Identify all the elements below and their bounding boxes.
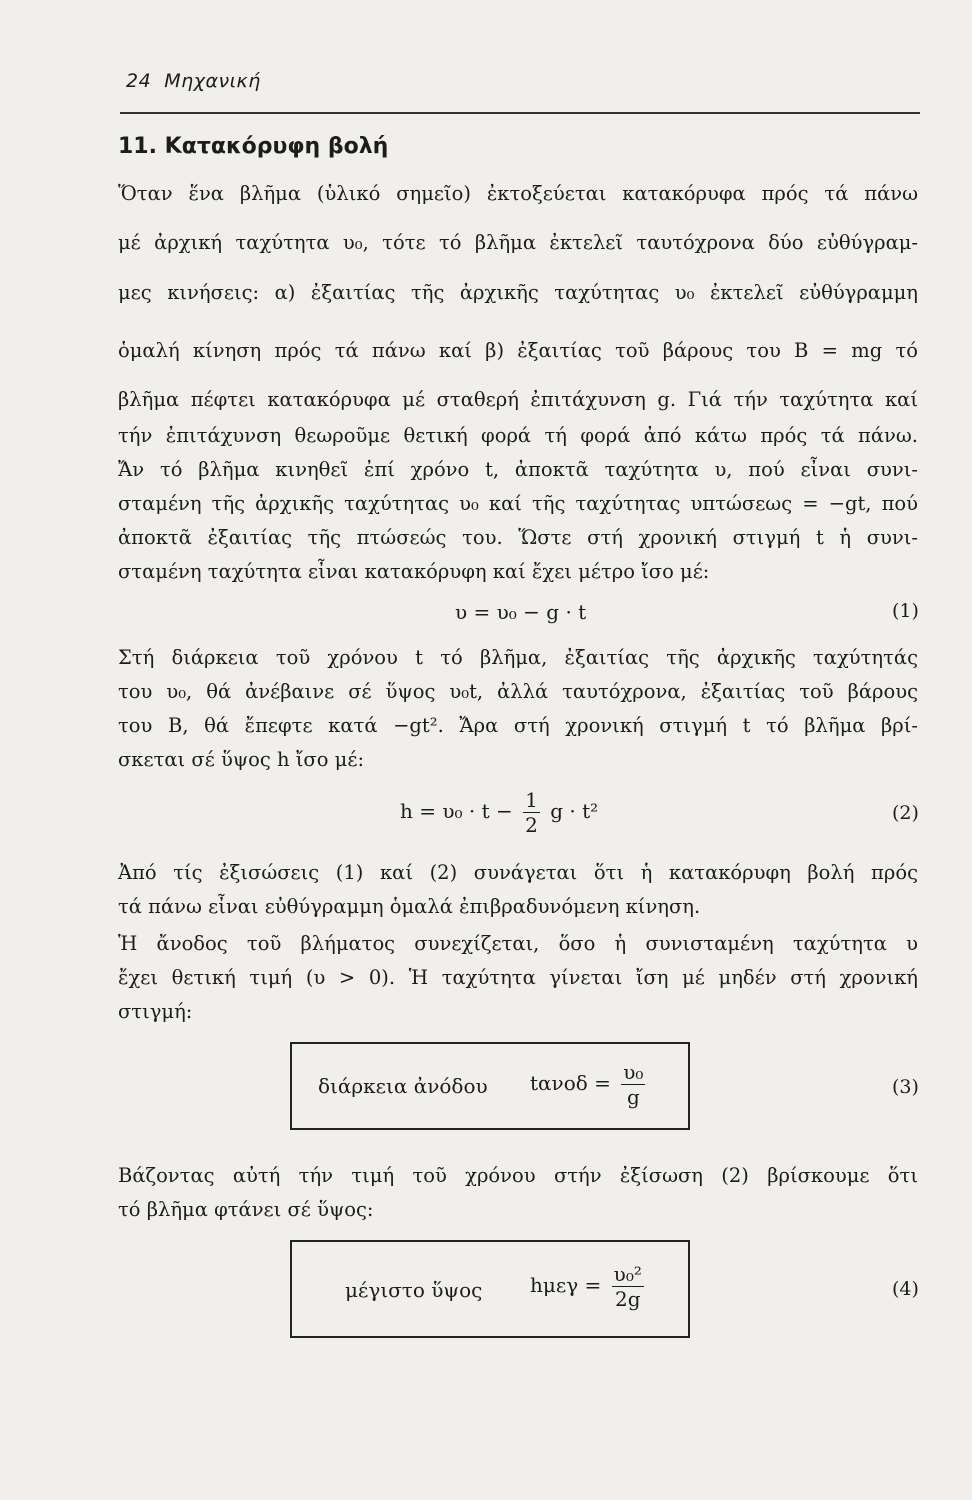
page-number: 24	[126, 70, 152, 92]
equation-3-denominator: g	[626, 1085, 640, 1109]
equation-2	[400, 788, 598, 837]
equation-3	[530, 1060, 649, 1109]
text-line: Ἡ ἄνοδος τοῦ βλήματος συνεχίζεται, ὅσο ἡ συνισταμένη ταχύτητα υ	[118, 932, 918, 955]
equation-4-numerator: υ₀²	[613, 1262, 642, 1286]
text-line: τήν ἐπιτάχυνση θεωροῦμε θετική φορά τή φορά ἀπό κάτω πρός τά πάνω.	[118, 424, 918, 447]
equation-4-denominator: 2g	[615, 1287, 641, 1311]
equation-3-label: διάρκεια ἀνόδου	[318, 1074, 488, 1098]
text-line: σταμένη τῆς ἀρχικῆς ταχύτητας υ₀ καί τῆς ταχύτητας υπτώσεως = −gt, πού	[118, 492, 918, 515]
text-line: του B, θά ἔπεφτε κατά −gt². Ἄρα στή χρονική στιγμή t τό βλῆμα βρί-	[118, 714, 918, 737]
text-line: Ἄν τό βλῆμα κινηθεῖ ἐπί χρόνο t, ἀποκτᾶ ταχύτητα υ, πού εἶναι συνι-	[118, 458, 918, 481]
text-line: ἀποκτᾶ ἐξαιτίας τῆς πτώσεώς του. Ὥστε στή χρονική στιγμή t ἡ συνι-	[118, 526, 918, 549]
text-line: στιγμή:	[118, 1000, 193, 1023]
section-heading: Κατακόρυφη βολή	[164, 134, 389, 159]
equation-2-rhs: g · t²	[550, 799, 599, 823]
text-line: τό βλῆμα φτάνει σέ ὕψος:	[118, 1198, 374, 1221]
equation-1: υ = υ₀ − g · t	[455, 600, 587, 624]
text-line: ὁμαλή κίνηση πρός τά πάνω καί β) ἐξαιτίας τοῦ βάρους του B = mg τό	[118, 339, 918, 362]
equation-4-number: (4)	[892, 1278, 919, 1300]
text-line: Βάζοντας αὐτή τήν τιμή τοῦ χρόνου στήν ἐξίσωση (2) βρίσκουμε ὅτι	[118, 1164, 918, 1187]
text-line: σκεται σέ ὕψος h ἴσο μέ:	[118, 748, 365, 771]
running-title: Μηχανική	[164, 70, 261, 92]
equation-3-lhs: tανοδ =	[530, 1071, 611, 1095]
equation-3-number: (3)	[892, 1076, 919, 1098]
text-line: μες κινήσεις: α) ἐξαιτίας τῆς ἀρχικῆς ταχύτητας υ₀ ἐκτελεῖ εὐθύγραμμη	[118, 281, 918, 304]
equation-2-number: (2)	[892, 802, 919, 824]
equation-4	[530, 1262, 648, 1311]
text-line: βλῆμα πέφτει κατακόρυφα μέ σταθερή ἐπιτάχυνση g. Γιά τήν ταχύτητα καί	[118, 388, 918, 411]
equation-4-lhs: hμεγ =	[530, 1273, 602, 1297]
text-line: του υ₀, θά ἀνέβαινε σέ ὕψος υ₀t, ἀλλά ταυτόχρονα, ἐξαιτίας τοῦ βάρους	[118, 680, 918, 703]
equation-2-denominator: 2	[525, 813, 538, 837]
section-title	[118, 134, 388, 159]
equation-4-label: μέγιστο ὕψος	[345, 1278, 483, 1302]
running-head	[126, 70, 261, 92]
text-line: Ἀπό τίς ἐξισώσεις (1) καί (2) συνάγεται ὅτι ἡ κατακόρυφη βολή πρός	[118, 861, 918, 884]
text-line: ἔχει θετική τιμή (υ > 0). Ἡ ταχύτητα γίνεται ἴση μέ μηδέν στή χρονική	[118, 966, 918, 989]
equation-3-numerator: υ₀	[623, 1060, 644, 1084]
text-line: τά πάνω εἶναι εὐθύγραμμη ὁμαλά ἐπιβραδυνόμενη κίνηση.	[118, 895, 701, 918]
header-rule	[120, 112, 920, 114]
equation-2-lhs: h = υ₀ · t −	[400, 799, 513, 823]
text-line: Στή διάρκεια τοῦ χρόνου t τό βλῆμα, ἐξαιτίας τῆς ἀρχικῆς ταχύτητάς	[118, 646, 918, 669]
text-line: μέ ἀρχική ταχύτητα υ₀, τότε τό βλῆμα ἐκτελεῖ ταυτόχρονα δύο εὐθύγραμ-	[118, 231, 918, 254]
text-line: σταμένη ταχύτητα εἶναι κατακόρυφη καί ἔχει μέτρο ἴσο μέ:	[118, 560, 710, 583]
equation-1-number: (1)	[892, 600, 919, 622]
section-number: 11.	[118, 134, 157, 159]
equation-2-numerator: 1	[525, 788, 538, 812]
text-line: Ὅταν ἕνα βλῆμα (ὑλικό σημεῖο) ἐκτοξεύεται κατακόρυφα πρός τά πάνω	[118, 182, 918, 205]
